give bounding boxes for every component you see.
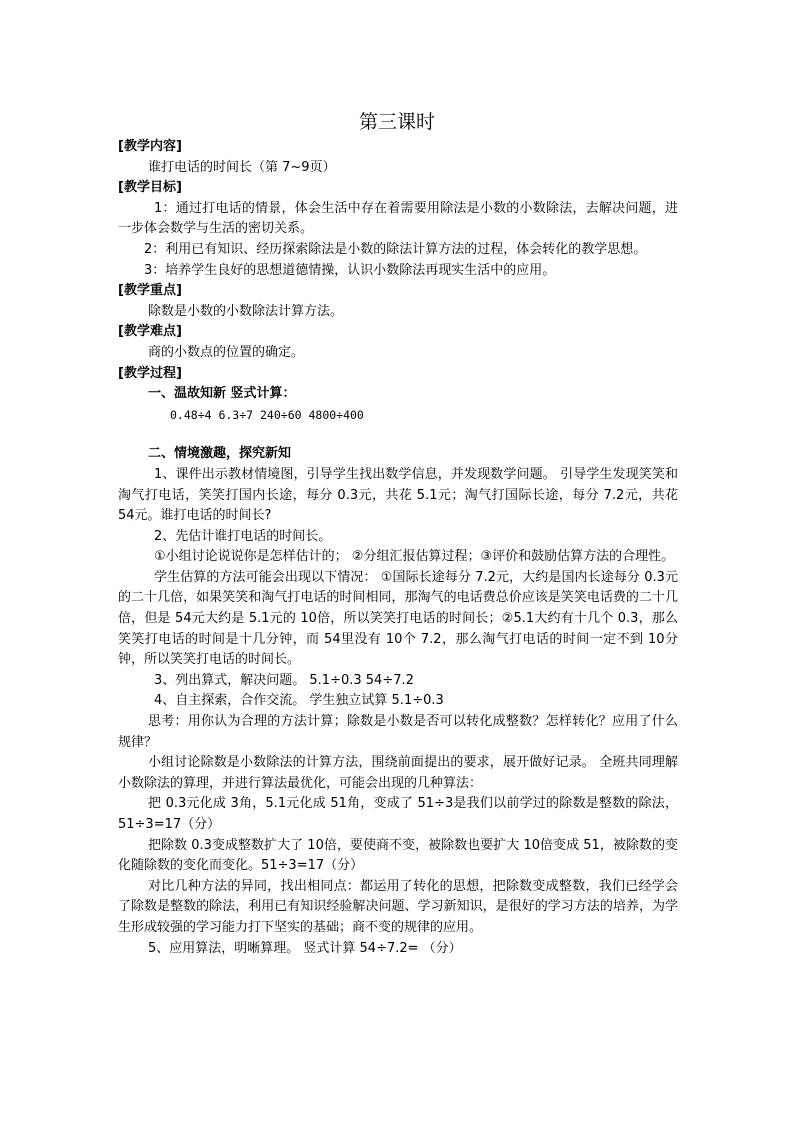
- paragraph-1: 1、课件出示教材情境图，引导学生找出数学信息，并发现数学问题。 引导学生发现笑笑和淘气打电话，笑笑打国内长途，每分 0.3元，共花 5.1元；淘气打国际长途，每分 7.2元，共花 54元。谁打电话的时间长?: [118, 466, 678, 524]
- paragraph-12: 5、应用算法，明晰算理。 竖式计算 54÷7.2= （分）: [148, 940, 462, 956]
- step-2-heading: 二、情境激趣，探究新知: [148, 446, 292, 462]
- spacer: [118, 425, 678, 444]
- paragraph-3: ①小组讨论说说你是怎样估计的； ②分组汇报估算过程；③评价和鼓励估算方法的合理性。: [154, 549, 675, 565]
- page-title: 第三课时: [358, 111, 435, 133]
- paragraph-5: 3、列出算式，解决问题。 5.1÷0.3 54÷7.2: [154, 672, 414, 688]
- paragraph-10: 把除数 0.3变成整数扩大了 10倍，要使商不变，被除数也要扩大 10倍变成 51，被除数的变化随除数的变化而变化。51÷3=17（分）: [118, 837, 678, 874]
- paragraph-6: 4、自主探索，合作交流。 学生独立试算 5.1÷0.3: [154, 693, 444, 709]
- key-text: 除数是小数的小数除法计算方法。: [148, 303, 344, 319]
- paragraph-8: 小组讨论除数是小数除法的计算方法，围绕前面提出的要求，展开做好记录。 全班共同理解小数除法的算理，并进行算法最优化，可能会出现的几种算法：: [118, 755, 678, 791]
- lesson-content: [118, 137, 678, 959]
- difficulty-text: 商的小数点的位置的确定。: [148, 344, 305, 360]
- section-heading-process: [教学过程]: [118, 365, 182, 381]
- step-1-calculations: 0.48÷4 6.3÷7 240÷60 4800÷400: [170, 407, 364, 422]
- paragraph-2: 2、先估计谁打电话的时间长。: [154, 528, 332, 544]
- paragraph-9: 把 0.3元化成 3角，5.1元化成 51角，变成了 51÷3是我们以前学过的除数是整数的除法，51÷3=17（分）: [118, 796, 678, 832]
- goal-2: 2：利用已有知识、经历探索除法是小数的除法计算方法的过程，体会转化的教学思想。: [144, 241, 647, 257]
- content-text: 谁打电话的时间长（第 7~9页）: [148, 159, 336, 175]
- paragraph-7: 思考：用你认为合理的方法计算；除数是小数是否可以转化成整数？怎样转化？应用了什么规律？: [118, 714, 678, 750]
- section-heading-key: [教学重点]: [118, 283, 182, 299]
- section-heading-goals: [教学目标]: [118, 180, 182, 196]
- goal-1: 1：通过打电话的情景，体会生活中存在着需要用除法是小数的小数除法，去解决问题，进一步体会数学与生活的密切关系。: [118, 200, 678, 237]
- step-1-heading: 一、温故知新 竖式计算：: [148, 386, 296, 402]
- paragraph-11: 对比几种方法的异同，找出相同点：都运用了转化的思想，把除数变成整数，我们已经学会了除数是整数的除法，利用已有知识经验解决问题、学习新知识，是很好的学习方法的培养，为学生形成较强的学习能力打下坚实的基础；商不变的规律的应用。: [118, 878, 678, 935]
- goal-3: 3：培养学生良好的思想道德情操，认识小数除法再现实生活中的应用。: [144, 262, 556, 278]
- section-heading-difficulty: [教学难点]: [118, 324, 182, 340]
- paragraph-4: 学生估算的方法可能会出现以下情况： ①国际长途每分 7.2元，大约是国内长途每分 0.3元的二十几倍，如果笑笑和淘气打电话的时间相同，那淘气的电话费总价应该是笑笑电话费的二十几倍，但是 54元大约是 5.1元的 10倍，所以笑笑打电话的时间长；②5.1大约有十几个 0.3，那么笑笑打电话的时间是十几分钟，而 54里没有 10个 7.2，那么淘气打电话的时间一定不到 10分钟，所以笑笑打电话的时间长。: [118, 569, 678, 668]
- section-heading-content: [教学内容]: [118, 139, 182, 154]
